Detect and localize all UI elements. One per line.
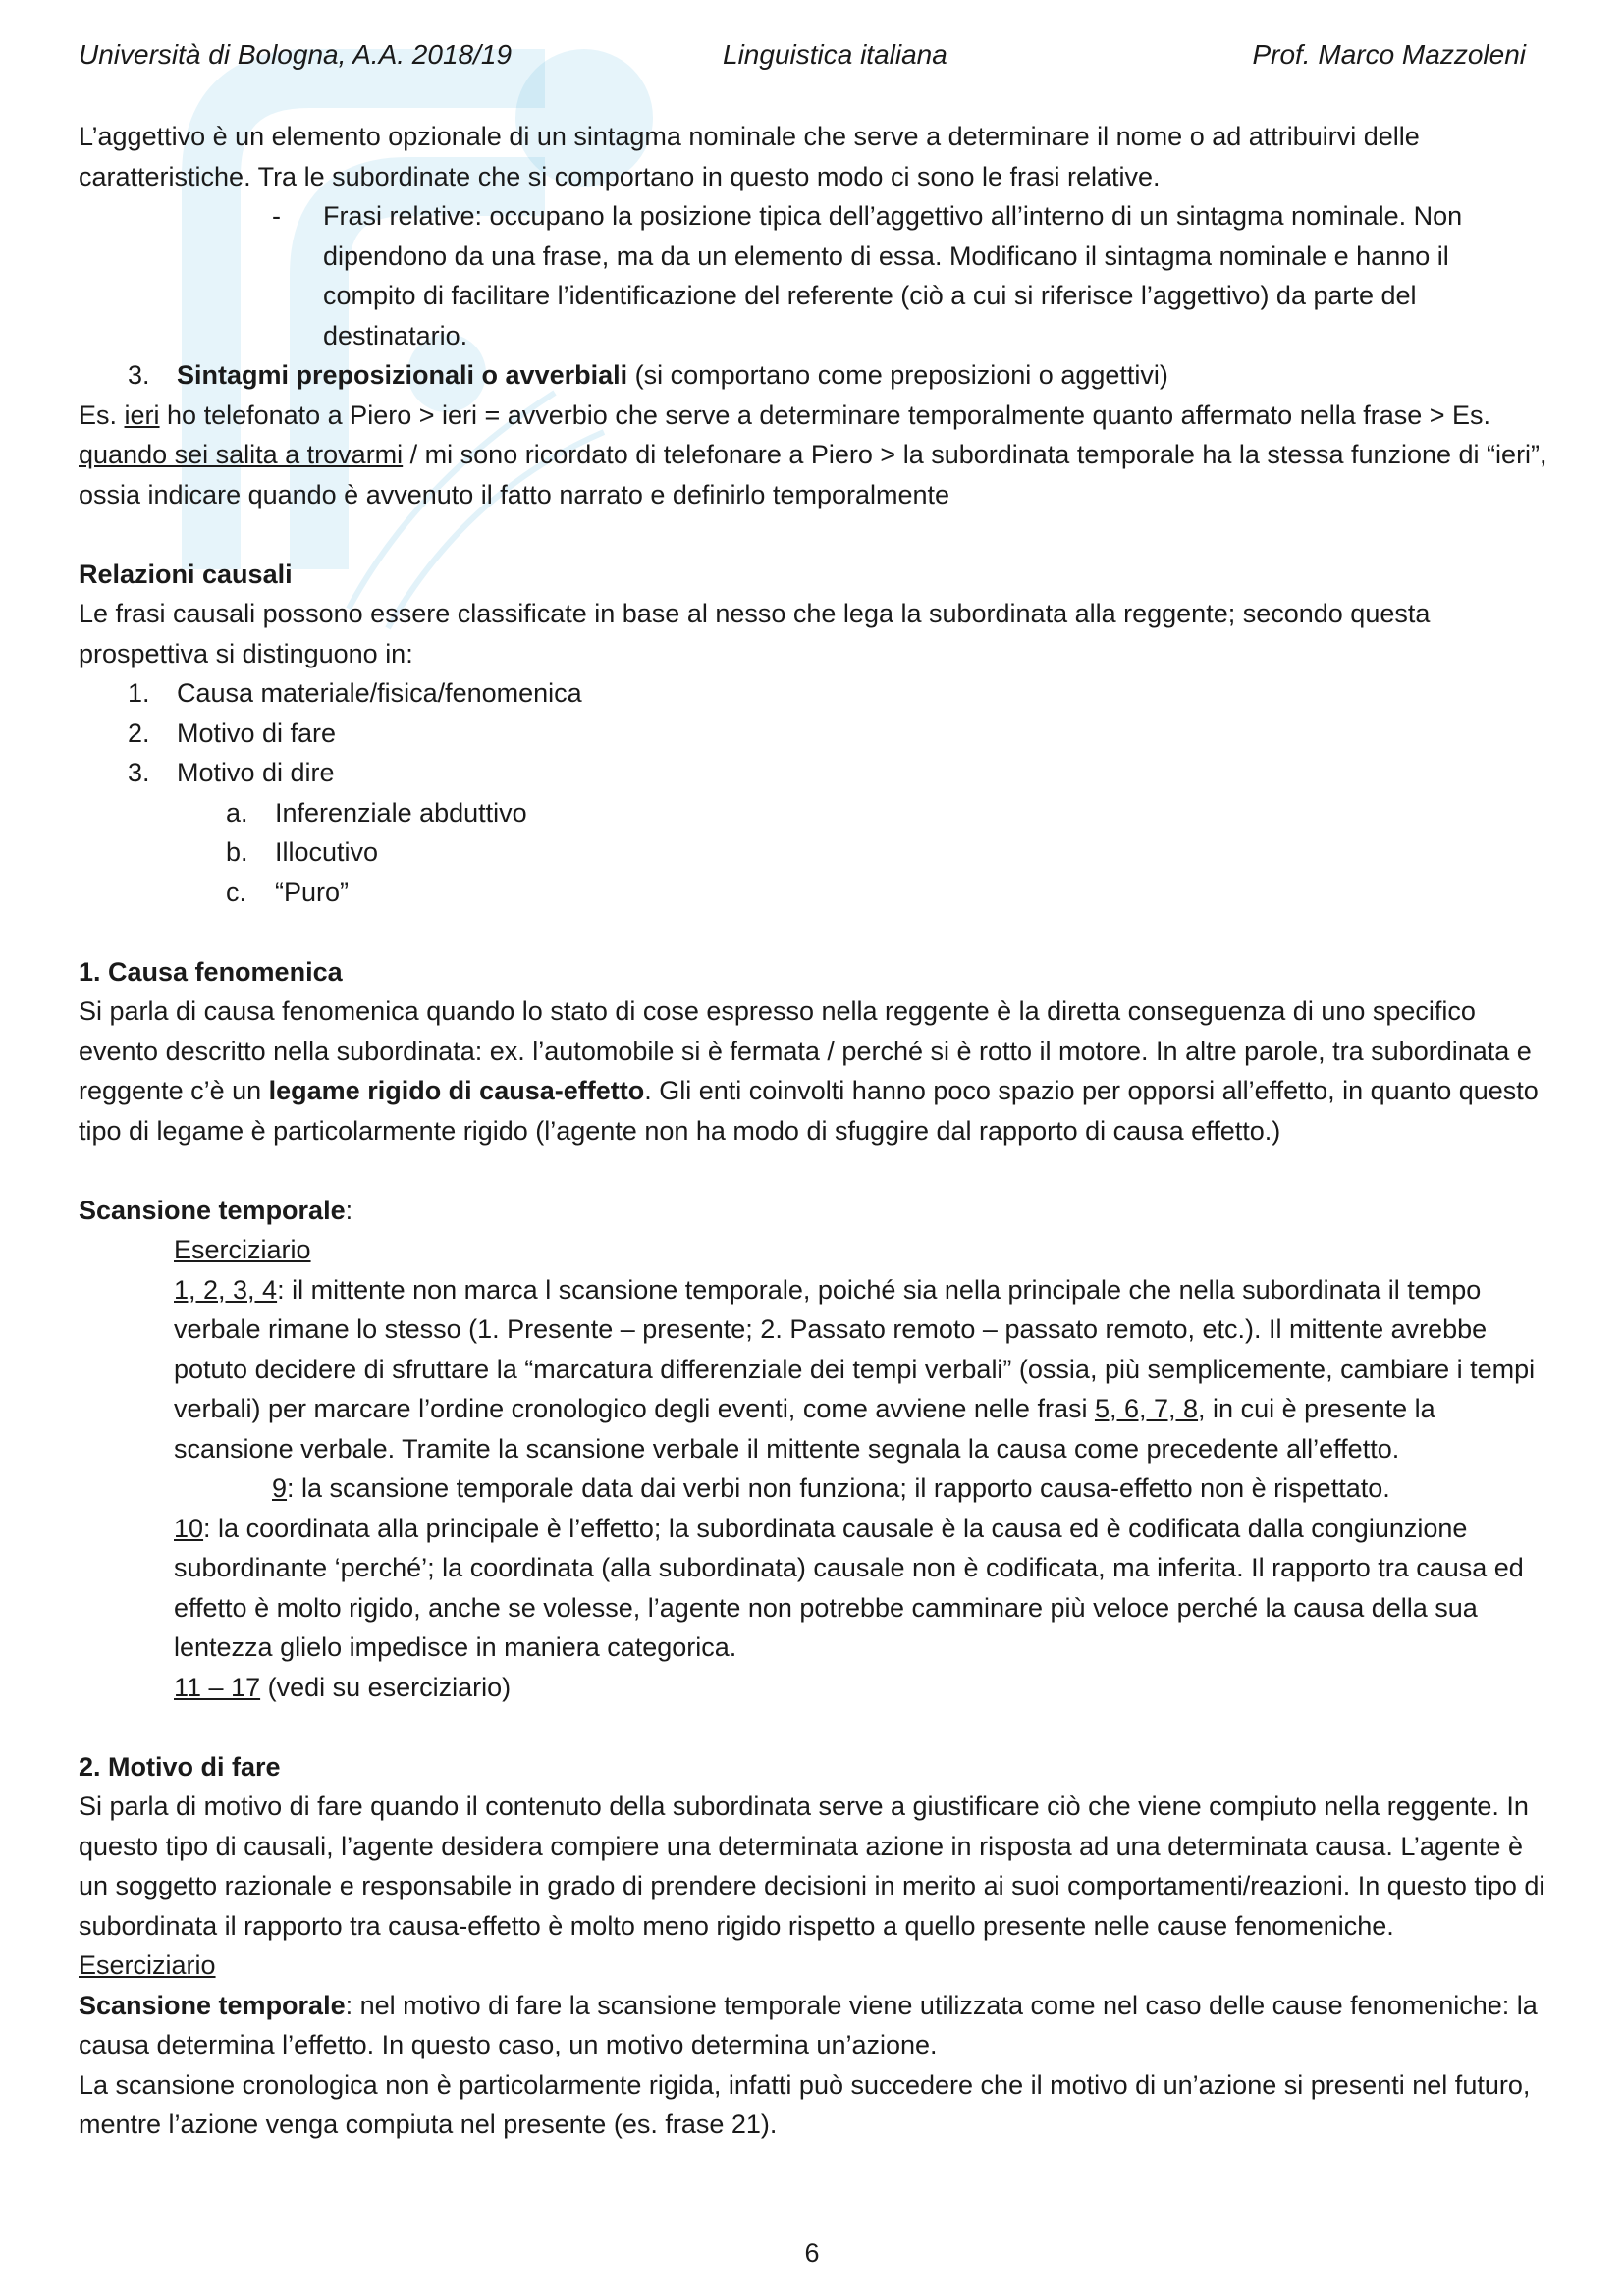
sublist-text: “Puro” <box>275 877 350 907</box>
list-text: Causa materiale/fisica/fenomenica <box>177 678 582 708</box>
exercise-ref-2: 5, 6, 7, 8 <box>1094 1394 1199 1423</box>
example-text-b: ho telefonato a Piero > ieri = avverbio che serve a determinare temporalmente quanto affermato nella frase > Es. <box>159 400 1491 430</box>
section-title-relazioni <box>79 555 1551 595</box>
list-number: 1. <box>128 678 150 708</box>
exercise-text: : la scansione temporale data dai verbi non funziona; il rapporto causa-effetto non è rispettato. <box>287 1473 1390 1503</box>
scansione-title-text: Scansione temporale <box>79 1195 346 1225</box>
example-text-c: / mi sono ricordato di telefonare a Piero > la subordinata temporale ha la stessa funzione di “ieri”, ossia indicare quando è avvenuto il fatto narrato e definirlo temporalmente <box>79 440 1547 509</box>
sublist-text: Inferenziale abduttivo <box>275 797 527 828</box>
page-header <box>79 39 1545 79</box>
sublist-item <box>79 873 1551 913</box>
sublist-letter: c. <box>226 877 247 907</box>
example-underline-quando: quando sei salita a trovarmi <box>79 440 404 469</box>
sublist-text: Illocutivo <box>275 837 379 867</box>
exercise-text-a: : il mittente non marca l scansione temporale, poiché sia nella principale che nella subordinata il tempo verbale rimane lo stesso (1. Presente – presente; 2. Passato remoto – passato remoto, etc.). Il mittente avrebbe potuto decidere di sfruttare la “marcatura differenziale dei tempi verbali” (ossia, più semplicemente, cambiare i tempi verbali) per marcare l’ordine cronologico degli eventi, come avviene nelle frasi <box>174 1274 1536 1423</box>
scansione-colon: : <box>345 1195 353 1225</box>
exercise-text-b: , in cui è presente la scansione verbale. Tramite la scansione verbale il mittente segnala la causa come precedente all’effetto. <box>174 1394 1435 1464</box>
exercise-text: (vedi su eserciziario) <box>260 1672 512 1702</box>
relazioni-intro: Le frasi causali possono essere classificate in base al nesso che lega la subordinata alla reggente; secondo questa prospettiva si distinguono in: <box>79 599 1431 668</box>
eserciziario-text: Eserciziario <box>174 1235 311 1264</box>
causa-bold: legame rigido di causa-effetto <box>268 1076 645 1105</box>
relazioni-title-text: Relazioni causali <box>79 559 293 589</box>
intro-paragraph: L’aggettivo è un elemento opzionale di un sintagma nominale che serve a determinare il nome o ad attribuirvi delle caratteristiche. Tra le subordinate che si comportano in questo modo ci sono le frasi relative. <box>79 122 1420 191</box>
sublist-item <box>79 793 1551 833</box>
item-number: 3. <box>128 360 150 390</box>
numbered-item-3 <box>79 355 1551 396</box>
section-title-causa <box>79 952 1551 992</box>
list-text: Motivo di dire <box>177 758 335 787</box>
item-text: (si comportano come preposizioni o aggettivi) <box>627 360 1168 390</box>
example-underline-ieri: ieri <box>124 400 160 430</box>
list-text: Motivo di fare <box>177 718 337 748</box>
motivo-scansione-text: : nel motivo di fare la scansione temporale viene utilizzata come nel caso delle cause fenomeniche: la causa determina l’effetto. In questo caso, un motivo determina un’azione. <box>79 1990 1538 2059</box>
exercise-text: : la coordinata alla principale è l’effetto; la subordinata causale è la causa ed è codificata dalla congiunzione subordinante ‘perché’; la coordinata (alla subordinata) causale non è codificata, ma inferita. Il rapporto tra causa ed effetto è molto rigido, anche se volesse, l’agente non potrebbe camminare più veloce perché la causa della sua lentezza glielo impedisce in maniera categorica. <box>174 1513 1524 1662</box>
exercise-ref: 9 <box>272 1473 288 1503</box>
section-title-motivo <box>79 1747 1551 1788</box>
exercise-ref: 10 <box>174 1513 204 1543</box>
relative-clauses-text: Frasi relative: occupano la posizione tipica dell’aggettivo all’interno di un sintagma nominale. Non dipendono da una frase, ma da un elemento di essa. Modificano il sintagma nominale e hanno il compito di facilitare l’identificazione del referente (ciò a cui si riferisce l’aggettivo) da parte del destinatario. <box>323 201 1463 350</box>
sublist-letter: a. <box>226 797 248 828</box>
sublist-item <box>79 832 1551 873</box>
exercise-11-17 <box>79 1668 1551 1708</box>
motivo-paragraph: Si parla di motivo di fare quando il contenuto della subordinata serve a giustificare ciò che viene compiuto nella reggente. In questo tipo di causali, l’agente desidera compiere una determinata azione in risposta ad una determinata causa. L’agente è un soggetto razionale e responsabile in grado di prendere decisioni in merito ai suoi comportamenti/reazioni. In questo tipo di subordinata il rapporto tra causa-effetto è molto meno rigido rispetto a quello presente nelle cause fenomeniche. <box>79 1791 1545 1941</box>
header-course: Linguistica italiana <box>723 39 947 70</box>
exercise-1-4 <box>79 1270 1551 1469</box>
causa-title-text: 1. Causa fenomenica <box>79 956 343 987</box>
motivo-title-text: 2. Motivo di fare <box>79 1751 281 1782</box>
motivo-eserciziario <box>79 1946 1551 1986</box>
eserciziario-text: Eserciziario <box>79 1950 216 1980</box>
header-university: Università di Bologna, A.A. 2018/19 <box>79 39 513 70</box>
sublist-letter: b. <box>226 837 248 867</box>
header-professor: Prof. Marco Mazzoleni <box>1252 39 1526 70</box>
eserciziario-label <box>79 1230 1551 1270</box>
list-item <box>79 673 1551 714</box>
causa-text-a: Si parla di causa fenomenica quando lo stato di cose espresso nella reggente è la diretta conseguenza di uno specifico evento descritto nella subordinata: ex. l’automobile si è fermata / perché si è rotto il motore. In altre parole, tra subordinata e reggente c’è un <box>79 996 1532 1105</box>
relative-clauses-item <box>79 196 1551 355</box>
section-title-scansione <box>79 1191 1551 1231</box>
exercise-9 <box>79 1468 1551 1509</box>
dash-bullet: - <box>272 201 281 231</box>
list-item <box>79 753 1551 793</box>
item-bold-text: Sintagmi preposizionali o avverbiali <box>177 360 628 390</box>
motivo-paragraph-2: La scansione cronologica non è particolarmente rigida, infatti può succedere che il motivo di un’azione si presenti nel futuro, mentre l’azione venga compiuta nel presente (es. frase 21). <box>79 2069 1531 2139</box>
causa-text-b: . Gli enti coinvolti hanno poco spazio per opporsi all’effetto, in quanto questo tipo di legame è particolarmente rigido (l’agente non ha modo di sfuggire dal rapporto di causa effetto.) <box>79 1076 1539 1146</box>
page-number: 6 <box>804 2238 820 2268</box>
example-paragraph <box>79 396 1551 515</box>
causa-paragraph <box>79 991 1551 1150</box>
list-number: 2. <box>128 718 150 748</box>
motivo-scansione <box>79 1986 1551 2065</box>
page-content <box>79 117 1551 2145</box>
motivo-scansione-bold: Scansione temporale <box>79 1990 346 2020</box>
exercise-ref: 1, 2, 3, 4 <box>174 1274 278 1305</box>
exercise-10 <box>79 1509 1551 1668</box>
exercise-ref: 11 – 17 <box>174 1672 261 1702</box>
example-text-a: Es. <box>79 400 125 430</box>
list-item <box>79 714 1551 754</box>
list-number: 3. <box>128 758 150 787</box>
